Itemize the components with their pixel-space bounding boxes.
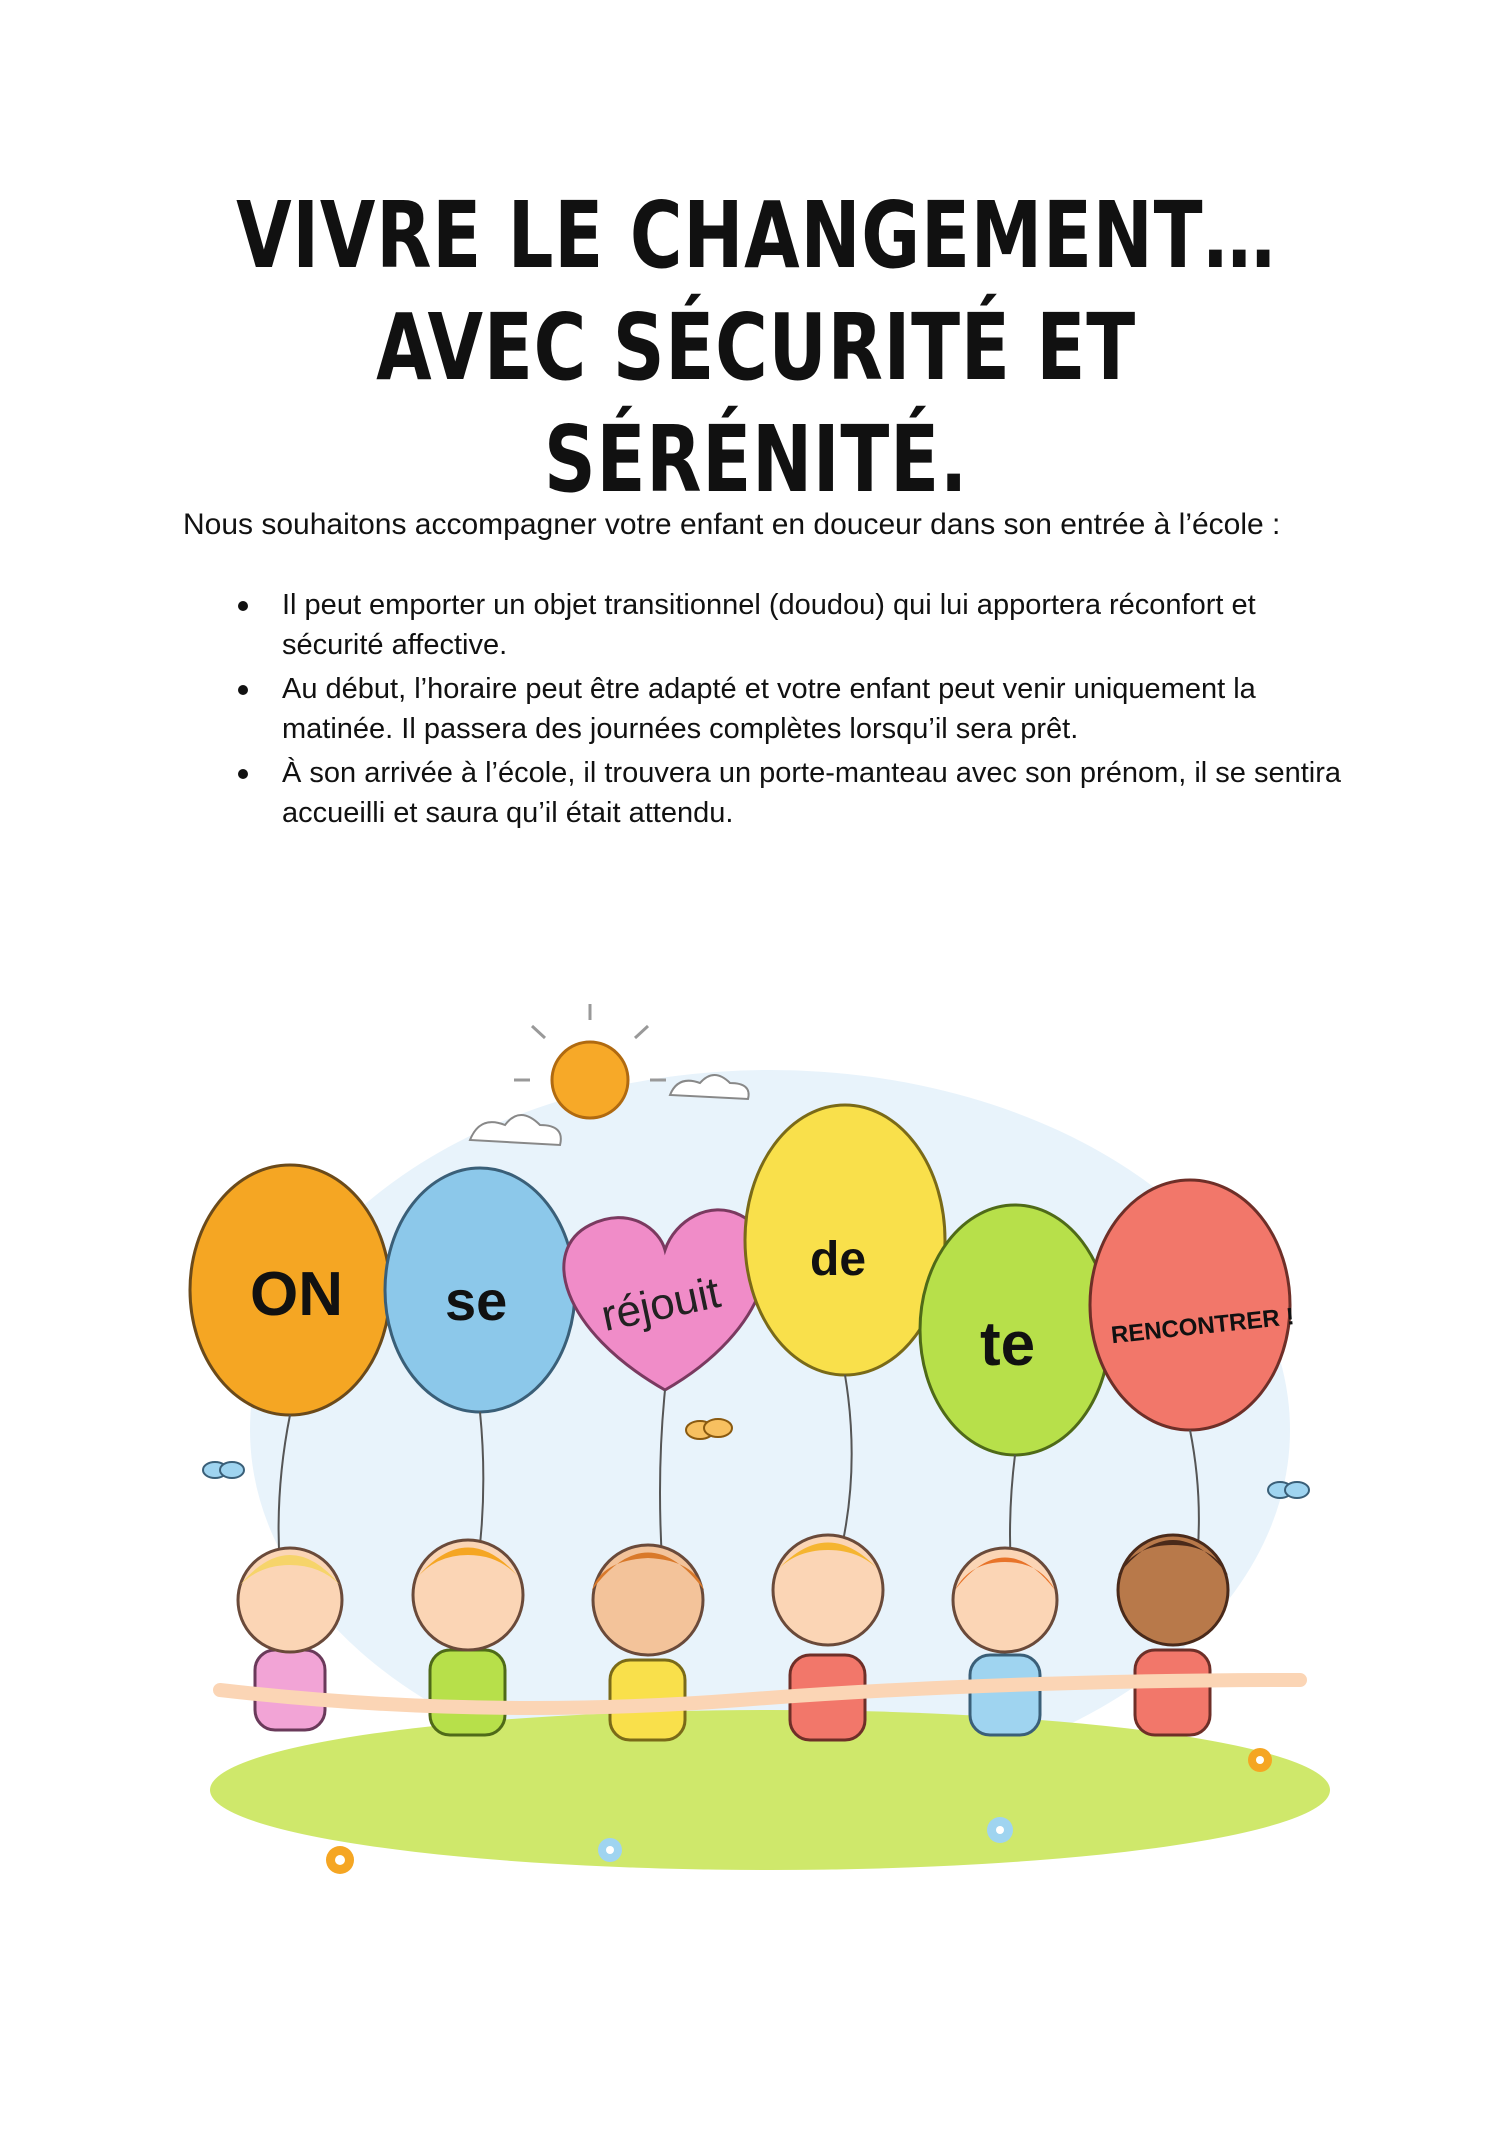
flower-icon [987,1817,1013,1843]
bullet-text: Il peut emporter un objet transitionnel (doudou) qui lui apportera réconfort et sécurité affective. [282,589,1256,661]
flower-icon [326,1846,354,1874]
bullet-text: À son arrivée à l’école, il trouvera un porte-manteau avec son prénom, il se sentira accueilli et saura qu’il était attendu. [282,757,1342,829]
bullet-icon [238,769,248,779]
title-line-2: AVEC SÉCURITÉ ET SÉRÉNITÉ. [376,294,1136,513]
children-balloons-illustration [180,1000,1350,1880]
balloon-label-se: se [445,1269,508,1332]
butterfly-icon [1268,1482,1309,1498]
flower-icon [1248,1748,1272,1772]
balloon-label-rencontrer: RENCONTRER ! [1109,1303,1296,1350]
balloon-label-de: de [810,1233,867,1286]
page-title [166,180,1345,516]
bullet-icon [238,601,248,611]
balloon-label-on: ON [250,1260,343,1329]
bullet-text: Au début, l’horaire peut être adapté et votre enfant peut venir uniquement la matinée. Il passera des journées complètes lorsqu’il sera prêt. [282,673,1256,745]
title-line-1: VIVRE LE CHANGEMENT… [236,182,1276,289]
list-item [230,585,1350,665]
bullet-list [230,585,1350,837]
bullet-icon [238,685,248,695]
list-item [230,669,1350,749]
flower-icon [598,1838,622,1862]
illustration-svg [180,1000,1350,1880]
balloon-label-rejouit: réjouit [597,1268,725,1341]
butterfly-icon [203,1462,244,1478]
butterfly-icon [686,1419,732,1439]
intro-text: Nous souhaitons accompagner votre enfant en douceur dans son entrée à l’école : [183,508,1281,541]
list-item [230,753,1350,833]
balloon-label-te: te [980,1310,1036,1379]
